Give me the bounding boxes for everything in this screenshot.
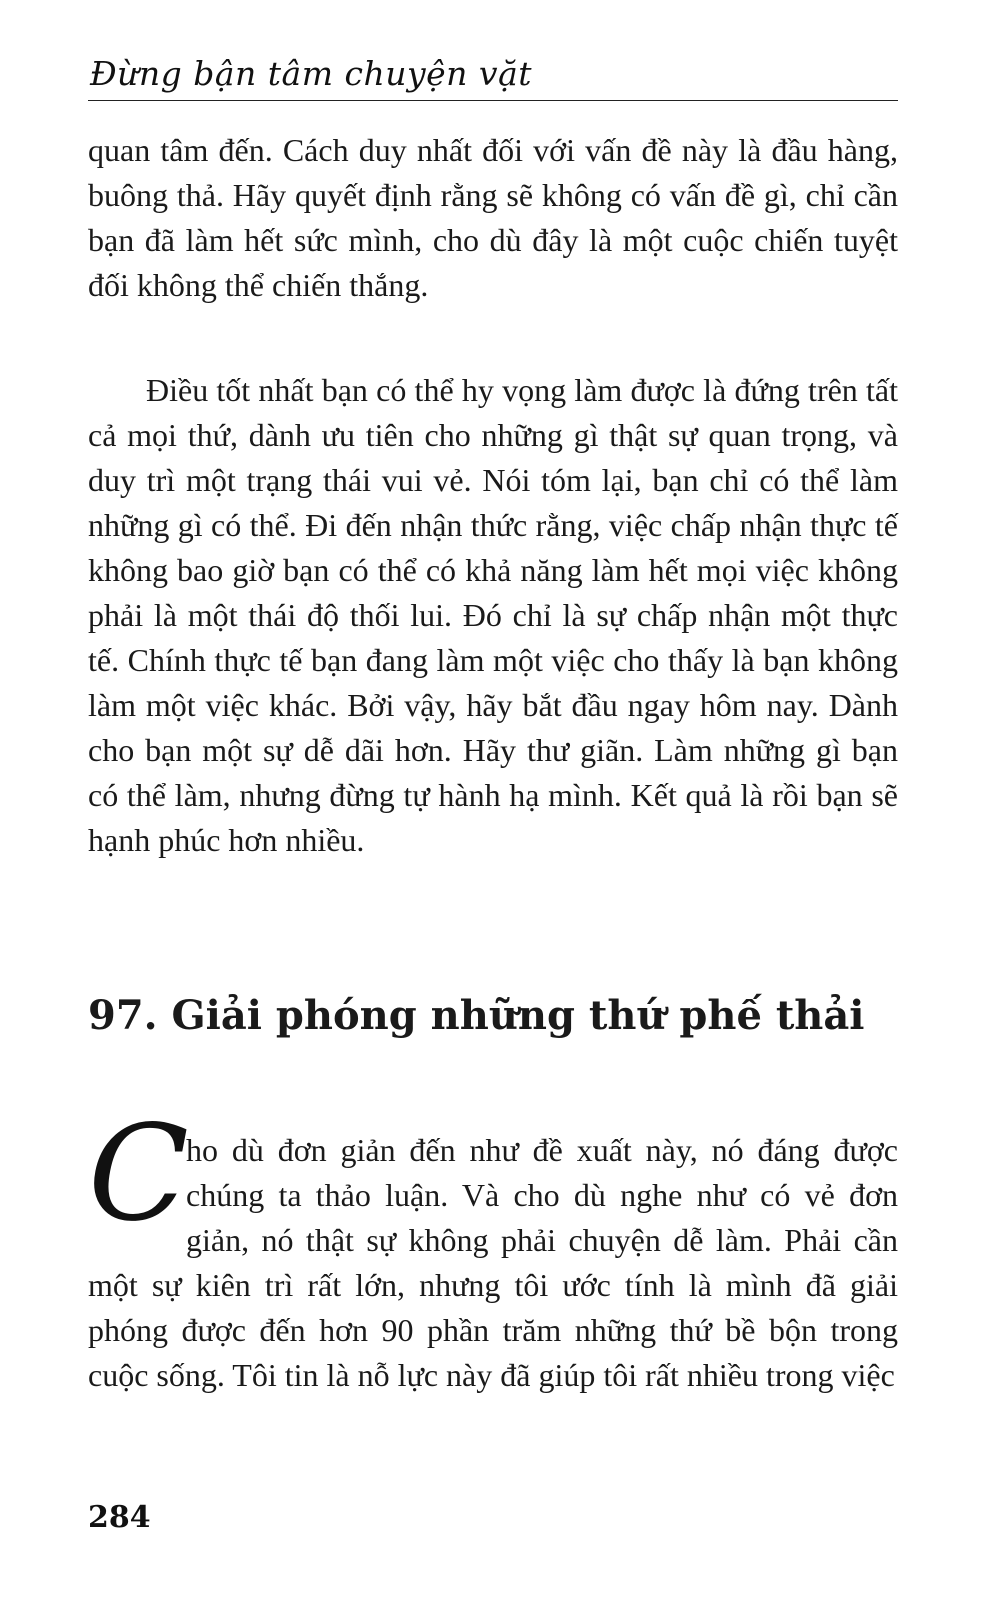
drop-cap-letter: C	[88, 1097, 189, 1251]
paragraph: Điều tốt nhất bạn có thể hy vọng làm được là đứng trên tất cả mọi thứ, dành ưu tiên cho những gì thật sự quan trọng, và duy trì một trạng thái vui vẻ. Nói tóm lại, bạn chỉ có thể làm những gì có thể. Đi đến nhận thức rằng, việc chấp nhận thực tế không bao giờ bạn có thể có khả năng làm hết mọi việc không phải là một thái độ thối lui. Đó chỉ là sự chấp nhận một thực tế. Chính thực tế bạn đang làm một việc cho thấy là bạn không làm một việc khác. Bởi vậy, hãy bắt đầu ngay hôm nay. Dành cho bạn một sự dễ dãi hơn. Hãy thư giãn. Làm những gì bạn có thể làm, nhưng đừng tự hành hạ mình. Kết quả là rồi bạn sẽ hạnh phúc hơn nhiều.	[88, 372, 898, 858]
section-first-paragraph	[88, 1097, 898, 1398]
section-heading: 97. Giải phóng những thứ phế thải	[88, 992, 865, 1039]
running-header-title: Đừng bận tâm chuyện vặt	[90, 54, 532, 93]
drop-cap	[88, 1097, 189, 1251]
page-number: 284	[88, 1500, 151, 1535]
running-header	[88, 52, 898, 101]
section-first-paragraph-text: ho dù đơn giản đến như đề xuất này, nó đáng được chúng ta thảo luận. Và cho dù nghe như có vẻ đơn giản, nó thật sự không phải chuyện dễ làm. Phải cần một sự kiên trì rất lớn, nhưng tôi ước tính là mình đã giải phóng được đến hơn 90 phần trăm những thứ bề bộn trong cuộc sống. Tôi tin là nỗ lực này đã giúp tôi rất nhiều trong việc	[88, 1132, 898, 1393]
paragraph-continued: quan tâm đến. Cách duy nhất đối với vấn đề này là đầu hàng, buông thả. Hãy quyết định rằng sẽ không có vấn đề gì, chỉ cần bạn đã làm hết sức mình, cho dù đây là một cuộc chiến tuyệt đối không thể chiến thắng.	[88, 132, 898, 303]
